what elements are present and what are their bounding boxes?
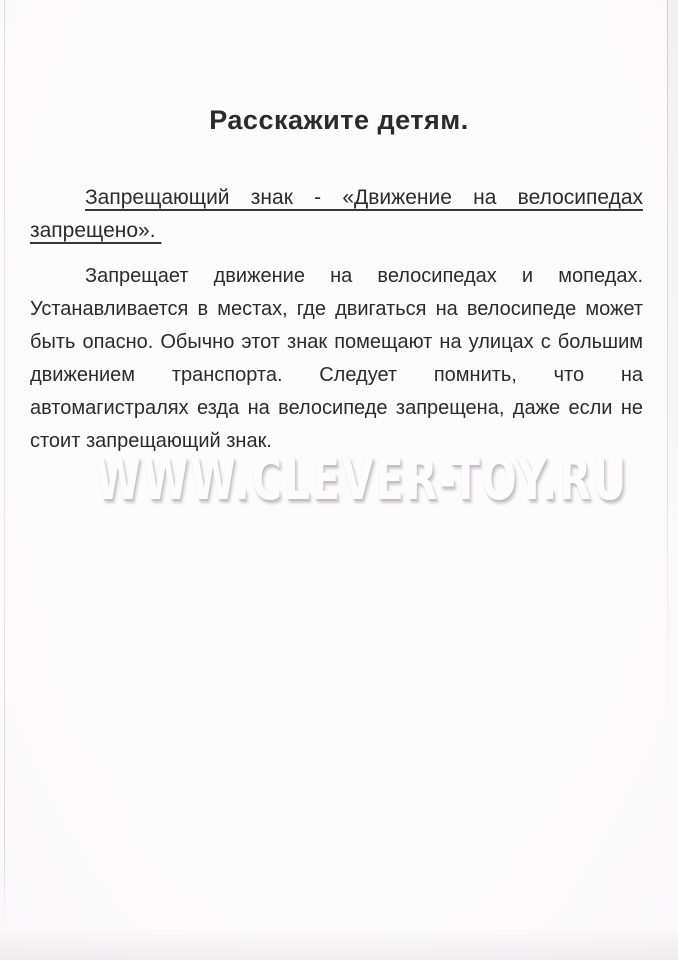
body-line: Запрещает движение на велосипедах и мопедах. xyxy=(85,265,643,287)
page-title: Расскажите детям. xyxy=(209,105,469,135)
paper-bottom-shadow xyxy=(0,928,678,960)
heading-line: Запрещающий знак - «Движение на велосипедах xyxy=(85,186,643,209)
heading-line: запрещено». xyxy=(30,219,162,242)
paper-edge-left xyxy=(4,0,5,935)
body-line: стоит запрещающий знак. xyxy=(30,430,272,452)
body-paragraph xyxy=(30,260,643,458)
section-heading xyxy=(30,181,643,247)
body-line: быть опасно. Обычно этот знак помещают на улицах с большим xyxy=(30,331,643,353)
body-line: Устанавливается в местах, где двигаться на велосипеде может xyxy=(30,298,643,320)
body-line: движением транспорта. Следует помнить, что на xyxy=(30,364,643,386)
body-line: автомагистралях езда на велосипеде запрещена, даже если не xyxy=(30,397,643,419)
watermark-text: WWW.CLEVER-TOY.RU xyxy=(94,445,628,513)
